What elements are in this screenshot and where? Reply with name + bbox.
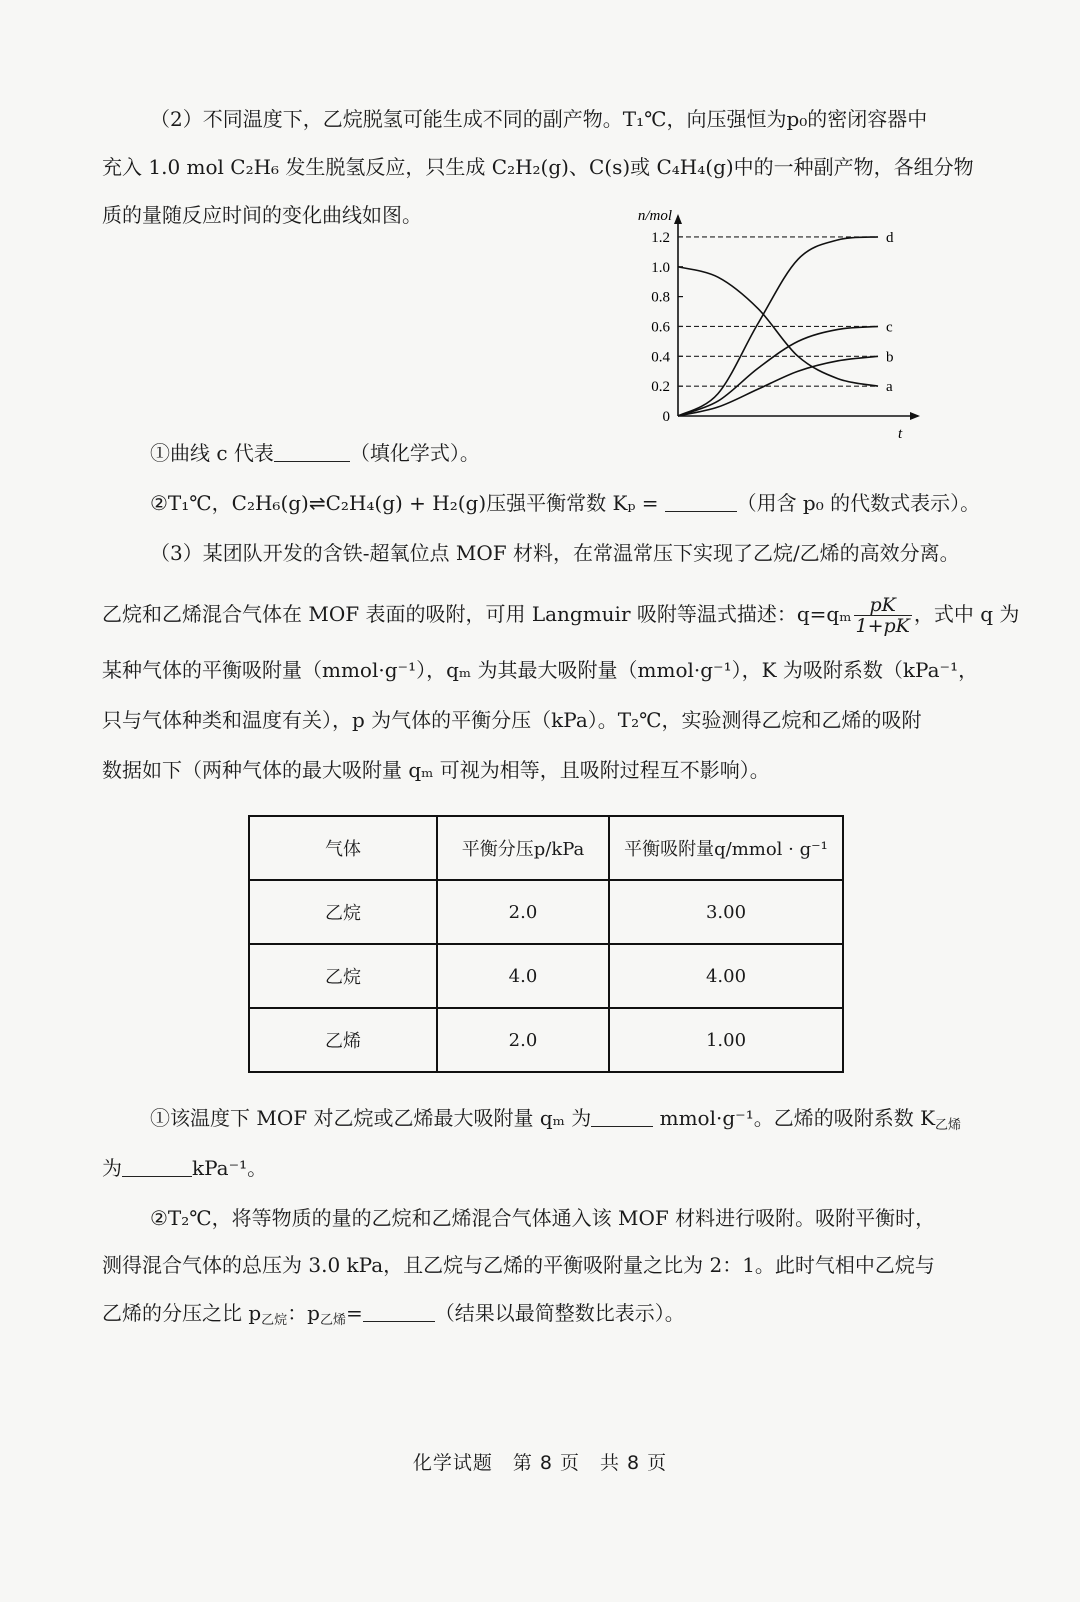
x-axis-label: t	[898, 426, 903, 442]
fraction-denominator: 1+pK	[855, 615, 910, 637]
table-row	[249, 1008, 843, 1072]
table-header-cell: 气体	[249, 816, 437, 880]
y-tick-label: 1.2	[651, 229, 670, 246]
y-axis-arrow-icon	[674, 214, 682, 224]
table-row	[249, 944, 843, 1008]
q3-sub2-line3-pre: 乙烯的分压之比 p	[102, 1301, 262, 1325]
table-header-row	[249, 816, 843, 880]
q3-line-2-pre: 乙烷和乙烯混合气体在 MOF 表面的吸附，可用 Langmuir 吸附等温式描述：q=qₘ	[102, 602, 852, 626]
table-cell: 4.0	[437, 944, 609, 1008]
answer-blank-qm[interactable]	[591, 1108, 653, 1127]
q3-line-3: 某种气体的平衡吸附量（mmol·g⁻¹），qₘ 为其最大吸附量（mmol·g⁻¹），K 为吸附系数（kPa⁻¹，	[102, 658, 979, 682]
q3-line-4: 只与气体种类和温度有关），p 为气体的平衡分压（kPa）。T₂℃，实验测得乙烷和乙烯的吸附	[102, 708, 922, 732]
y-axis-label: n/mol	[637, 208, 672, 224]
table-cell: 乙烯	[249, 1008, 437, 1072]
q3-line-2	[102, 592, 1020, 637]
table-header-cell: 平衡吸附量q/mmol · g⁻¹	[609, 816, 843, 880]
q3-sub2-line-1: ②T₂℃，将等物质的量的乙烷和乙烯混合气体通入该 MOF 材料进行吸附。吸附平衡时，	[150, 1206, 936, 1230]
table-cell: 1.00	[609, 1008, 843, 1072]
series-label-b: b	[886, 349, 894, 366]
q3-sub1	[150, 1103, 1040, 1133]
q2-sub2-pre: ②T₁℃，C₂H₆(g)	[150, 491, 309, 515]
q3-sub2-tail: （结果以最简整数比表示）。	[434, 1301, 685, 1325]
mole-time-chart	[620, 208, 920, 448]
q3-sub2-line-3	[102, 1298, 992, 1328]
subscript-ethene: 乙烯	[935, 1118, 962, 1133]
y-tick-label: 0.8	[651, 289, 670, 306]
x-axis-arrow-icon	[910, 412, 920, 420]
langmuir-fraction	[854, 595, 912, 636]
q2-line-1: （2）不同温度下，乙烷脱氢可能生成不同的副产物。T₁℃，向压强恒为p₀的密闭容器中	[150, 107, 928, 131]
q3-sub1-pre: ①该温度下 MOF 对乙烷或乙烯最大吸附量 qₘ 为	[150, 1106, 592, 1130]
q3-sub1-mid: mmol·g⁻¹。乙烯的吸附系数 K	[659, 1106, 936, 1130]
q3-line-5: 数据如下（两种气体的最大吸附量 qₘ 可视为相等，且吸附过程互不影响）。	[102, 758, 770, 782]
answer-blank-kp[interactable]	[665, 493, 737, 512]
y-tick-label: 0.2	[651, 379, 670, 396]
subscript-ethene: 乙烯	[320, 1313, 347, 1328]
q3-line-1: （3）某团队开发的含铁-超氧位点 MOF 材料，在常温常压下实现了乙烷/乙烯的高效分离。	[150, 541, 960, 565]
q2-sub2	[150, 488, 1040, 518]
answer-blank-ratio[interactable]	[363, 1303, 435, 1322]
series-label-a: a	[886, 379, 893, 396]
answer-blank-k-ethene[interactable]	[122, 1158, 192, 1177]
q2-sub1	[150, 438, 1040, 468]
series-label-c: c	[886, 319, 893, 336]
table-row	[249, 880, 843, 944]
table-cell: 乙烷	[249, 880, 437, 944]
page-footer: 化学试题 第 8 页 共 8 页	[412, 1452, 668, 1474]
q3-sub1-line2-pre: 为	[102, 1156, 122, 1180]
q3-sub1-line2-post: kPa⁻¹。	[192, 1156, 268, 1180]
fraction-numerator: pK	[869, 594, 896, 616]
table-header-cell: 平衡分压p/kPa	[437, 816, 609, 880]
q2-line-2: 充入 1.0 mol C₂H₆ 发生脱氢反应，只生成 C₂H₂(g)、C(s)或 C₄H₄(g)中的一种副产物，各组分物	[102, 155, 974, 179]
table-cell: 4.00	[609, 944, 843, 1008]
y-tick-label: 0.4	[651, 349, 670, 366]
answer-blank-curve-c[interactable]	[274, 443, 350, 462]
table-cell: 2.0	[437, 880, 609, 944]
q3-line-2-post: ，式中 q 为	[913, 602, 1020, 626]
table-cell: 2.0	[437, 1008, 609, 1072]
series-label-d: d	[886, 229, 894, 246]
q3-sub2-line-2: 测得混合气体的总压为 3.0 kPa，且乙烷与乙烯的平衡吸附量之比为 2：1。此时气相中乙烷与	[102, 1253, 935, 1277]
adsorption-data-table	[248, 815, 844, 1073]
ratio-colon: ：p	[287, 1301, 320, 1325]
q3-sub1-line-2	[102, 1153, 992, 1183]
subscript-ethane: 乙烷	[261, 1313, 288, 1328]
y-tick-label: 0	[662, 409, 670, 425]
equilibrium-arrow-icon: ⇌	[308, 491, 326, 515]
q2-sub2-tail: （用含 p₀ 的代数式表示）。	[736, 491, 981, 515]
y-tick-label: 0.6	[651, 319, 670, 336]
table-cell: 乙烷	[249, 944, 437, 1008]
equals-sign: =	[346, 1301, 363, 1325]
q2-sub1-tail: （填化学式）。	[349, 441, 480, 465]
q2-sub1-text: ①曲线 c 代表	[150, 441, 274, 465]
table-cell: 3.00	[609, 880, 843, 944]
q2-line-3: 质的量随反应时间的变化曲线如图。	[102, 203, 422, 227]
y-tick-label: 1.0	[651, 259, 670, 276]
q2-sub2-mid: C₂H₄(g) + H₂(g)压强平衡常数 Kₚ =	[325, 491, 659, 515]
